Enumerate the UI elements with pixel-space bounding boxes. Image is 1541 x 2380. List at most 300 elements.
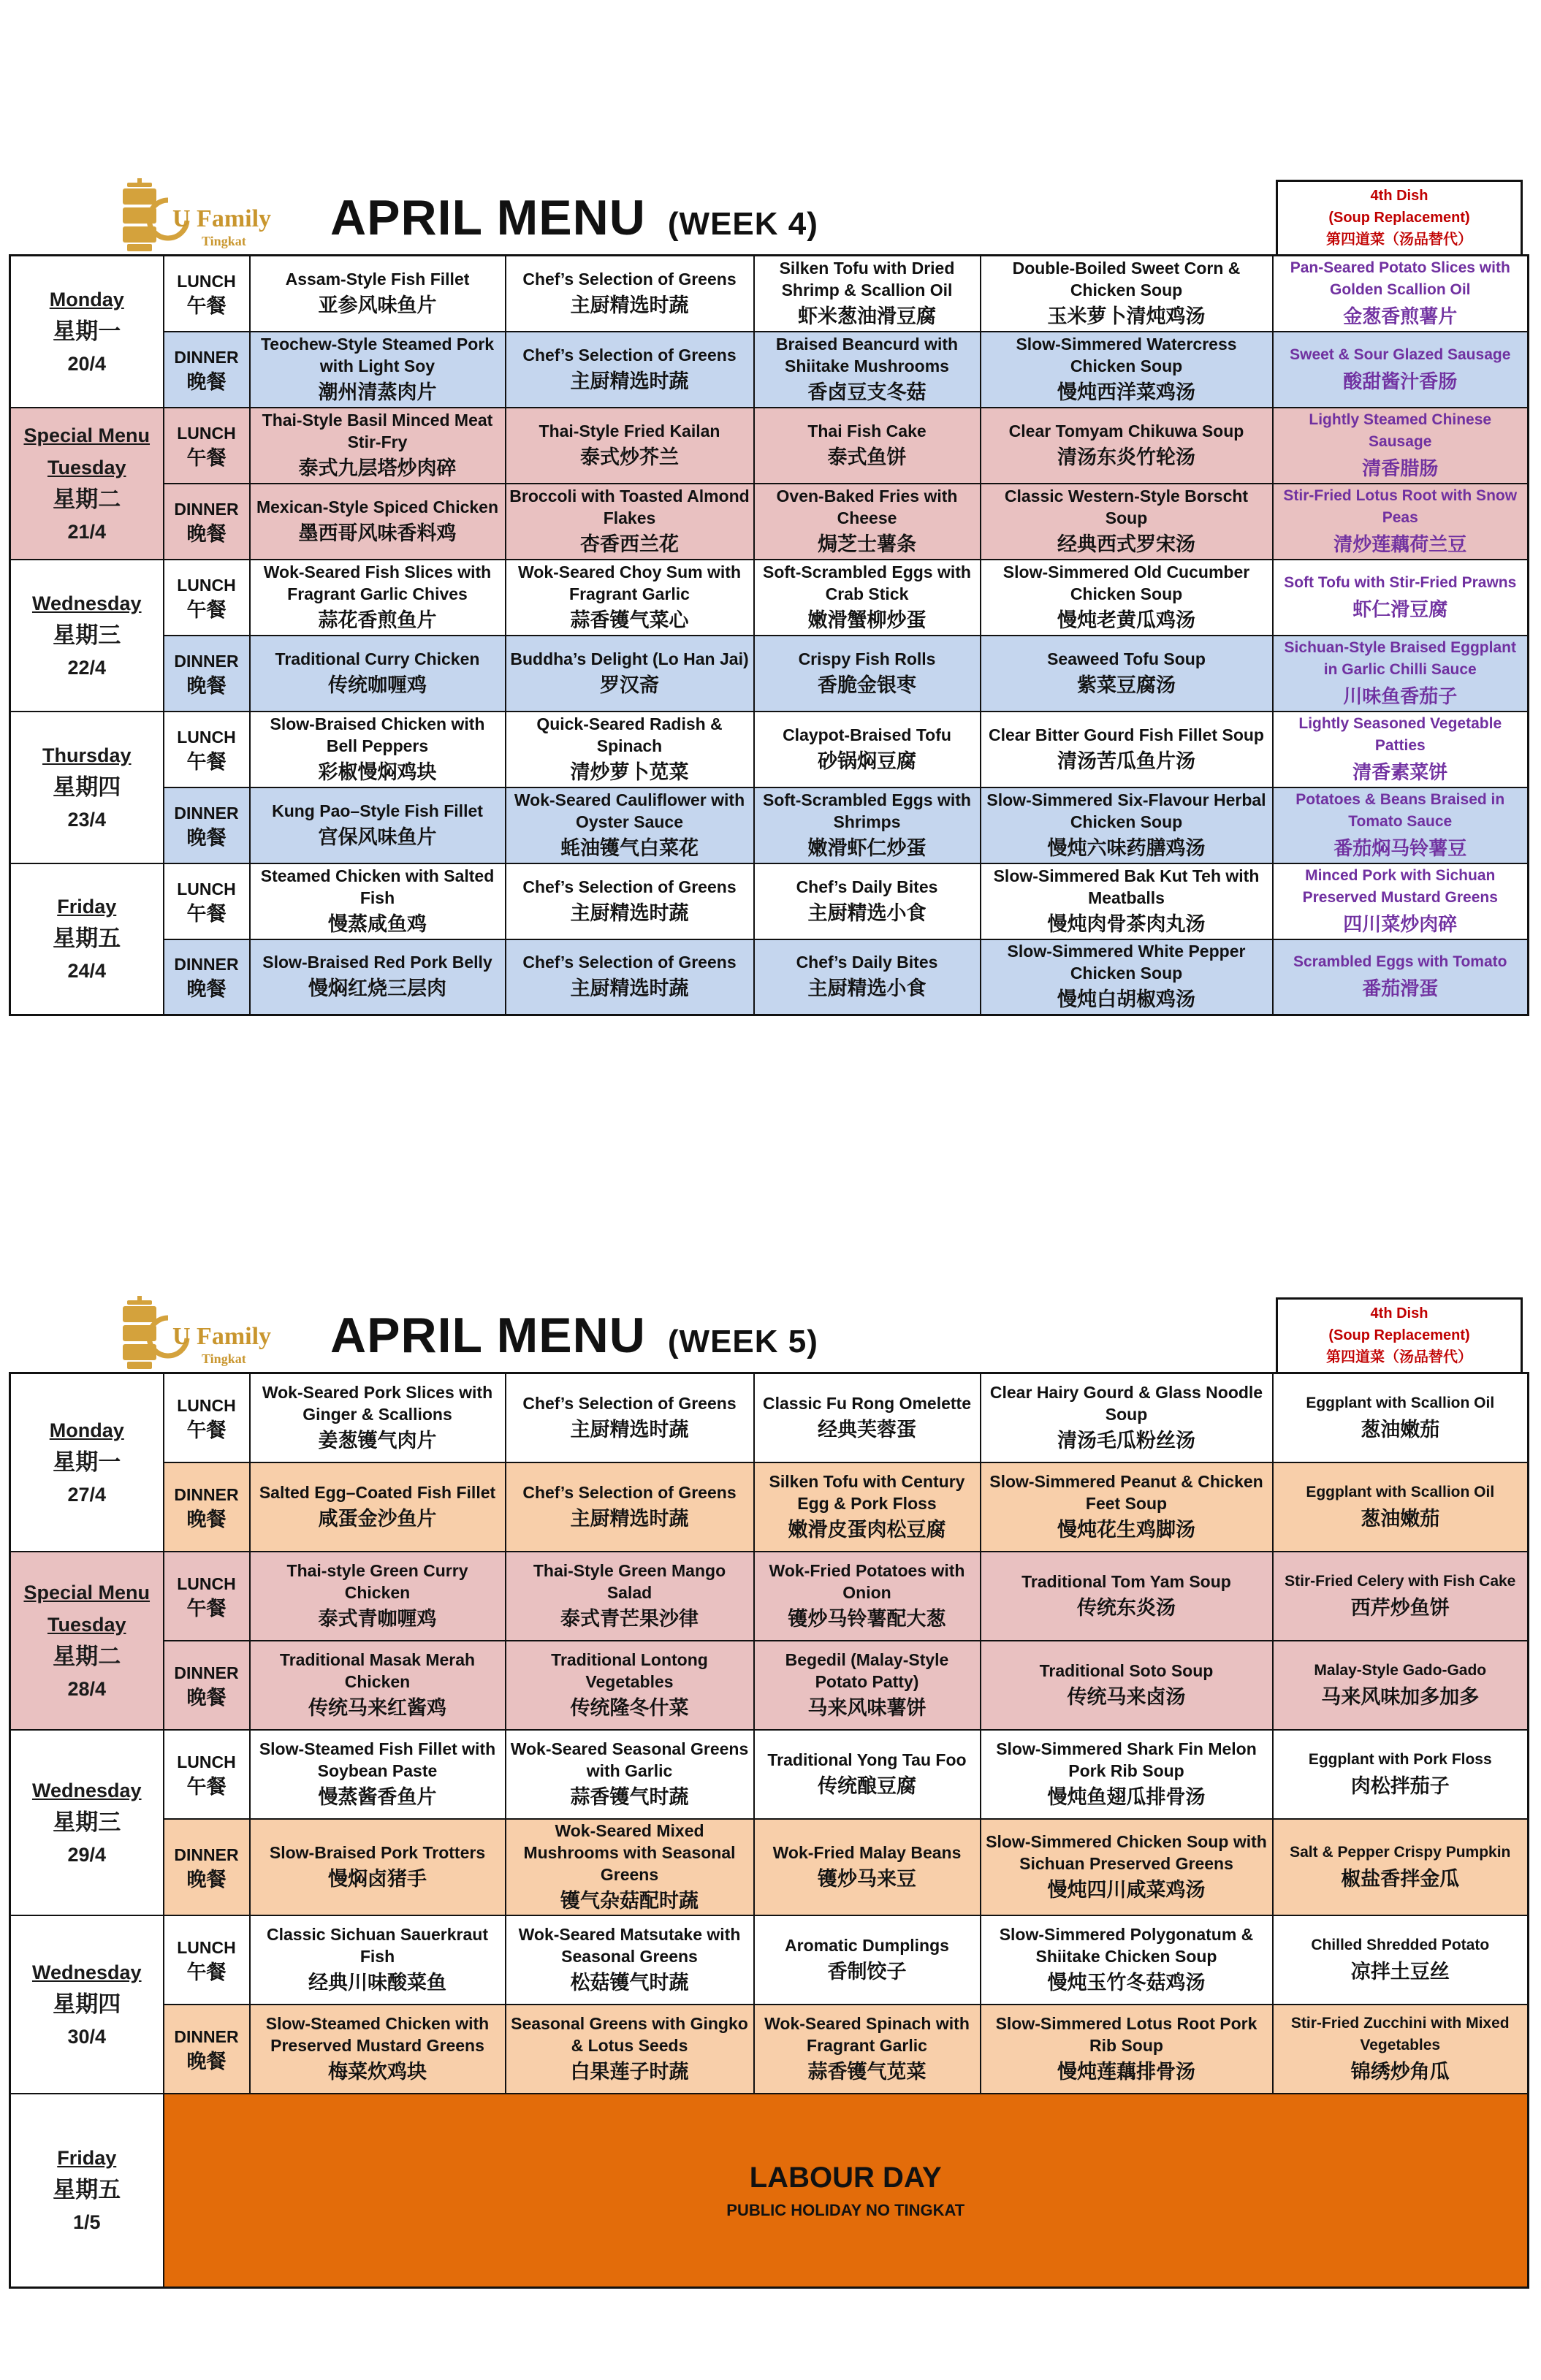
dish-name-zh: 西芹炒鱼饼 — [1350, 1596, 1450, 1619]
dish-name-en: Soft-Scrambled Eggs with Crab Stick — [763, 562, 971, 603]
dish-name-en: Soft-Scrambled Eggs with Shrimps — [763, 790, 971, 831]
dish-name-zh: 慢炖老黄瓜鸡汤 — [1057, 609, 1195, 631]
dish-cell — [506, 332, 754, 408]
dish-name-zh: 番茄滑蛋 — [1362, 977, 1439, 1000]
dish-cell — [981, 1552, 1273, 1641]
dish-name-en: Sichuan-Style Braised Eggplant in Garlic Chilli Sauce — [1284, 638, 1516, 678]
day-date: 28/4 — [67, 1677, 107, 1700]
dish-cell — [754, 1373, 981, 1462]
dish-name-en: Clear Tomyam Chikuwa Soup — [1008, 421, 1244, 440]
dish-name-en: Silken Tofu with Dried Shrimp & Scallion Oil — [779, 258, 955, 300]
dish-name-zh: 慢炖白胡椒鸡汤 — [1057, 988, 1195, 1011]
day-date: 27/4 — [67, 1483, 107, 1506]
dish-cell — [506, 1462, 754, 1552]
meal-en: DINNER — [174, 955, 239, 974]
dish-name-en: Slow-Simmered Old Cucumber Chicken Soup — [1002, 562, 1250, 603]
menu-row — [10, 332, 1529, 408]
dish-name-zh: 泰式青咖喱鸡 — [318, 1607, 437, 1630]
day-name-zh: 星期四 — [53, 1991, 121, 2017]
day-date: 24/4 — [67, 960, 107, 983]
day-cell — [10, 1373, 164, 1552]
dish-cell — [981, 2005, 1273, 2094]
meal-zh: 晚餐 — [186, 1508, 227, 1530]
dish-name-en: Salt & Pepper Crispy Pumpkin — [1290, 1843, 1511, 1861]
dish-name-zh: 潮州清蒸肉片 — [318, 381, 437, 403]
day-name-zh: 星期五 — [53, 926, 121, 952]
dish-cell — [981, 712, 1273, 787]
dish-name-zh: 咸蛋金沙鱼片 — [318, 1507, 437, 1530]
dish-name-zh: 椒盐香拌金瓜 — [1341, 1867, 1460, 1890]
dish-name-en: Thai-Style Basil Minced Meat Stir-Fry — [262, 410, 493, 451]
dish-cell — [250, 787, 506, 863]
dish-name-en: Chef’s Daily Bites — [796, 953, 938, 972]
dish-name-zh: 虾米葱油滑豆腐 — [798, 305, 936, 327]
dish-name-en: Traditional Yong Tau Foo — [767, 1750, 967, 1769]
dish-name-en: Aromatic Dumplings — [785, 1935, 949, 1955]
dish-name-zh: 清香腊肠 — [1362, 457, 1439, 479]
dish-cell — [754, 1819, 981, 1915]
dish-name-en: Chef’s Selection of Greens — [522, 269, 737, 289]
dish-name-en: Scrambled Eggs with Tomato — [1293, 953, 1507, 971]
dish-name-zh: 玉米萝卜清炖鸡汤 — [1047, 305, 1206, 327]
menu-row — [10, 1462, 1529, 1552]
menu-row — [10, 1552, 1529, 1641]
dish-name-en: Wok-Fried Potatoes with Onion — [769, 1560, 965, 1602]
dish-cell — [981, 1915, 1273, 2005]
dish-name-en: Pan-Seared Potato Slices with Golden Scallion Oil — [1290, 259, 1510, 298]
dish-name-en: Wok-Seared Mixed Mushrooms with Seasonal Greens — [523, 1820, 736, 1884]
dish-cell — [506, 256, 754, 332]
dish-cell — [981, 1819, 1273, 1915]
menu-week-5 — [9, 1293, 1527, 2289]
meal-zh: 午餐 — [186, 902, 227, 925]
meal-zh: 晚餐 — [186, 2050, 227, 2072]
menu-row — [10, 939, 1529, 1015]
meal-zh: 晚餐 — [186, 370, 227, 393]
day-date: 1/5 — [72, 2211, 101, 2234]
meal-label-lunch — [164, 863, 250, 939]
dish-name-en: Wok-Fried Malay Beans — [772, 1842, 962, 1862]
dish-name-zh: 传统马来卤汤 — [1067, 1685, 1186, 1708]
dish-cell — [506, 560, 754, 636]
day-name: Thursday — [42, 744, 132, 766]
dish-name-zh: 慢焖红烧三层肉 — [308, 977, 446, 1000]
dish-cell — [250, 712, 506, 787]
dish-name-en: Traditional Curry Chicken — [275, 649, 480, 668]
day-name: Special Menu — [23, 1581, 151, 1603]
dish-name-zh: 蒜花香煎鱼片 — [318, 609, 437, 631]
dish-cell — [506, 939, 754, 1015]
dish-name-zh: 清炒莲藕荷兰豆 — [1333, 533, 1467, 555]
dish-cell — [506, 1552, 754, 1641]
dish-name-en: Salted Egg–Coated Fish Fillet — [259, 1482, 496, 1502]
fourth-dish-cell — [1273, 787, 1529, 863]
dish-name-en: Chef’s Selection of Greens — [522, 877, 737, 896]
dish-name-en: Classic Fu Rong Omelette — [762, 1393, 971, 1413]
dish-name-zh: 马来风味薯饼 — [807, 1696, 926, 1719]
dish-name-zh: 嫩滑虾仁炒蛋 — [807, 836, 926, 859]
dish-name-zh: 酸甜酱汁香肠 — [1343, 370, 1458, 392]
menu-row — [10, 408, 1529, 484]
page-title: APRIL MENU (WEEK 4) — [330, 190, 818, 245]
dish-name-en: Malay-Style Gado-Gado — [1314, 1661, 1487, 1679]
dish-name-en: Silken Tofu with Century Egg & Pork Floss — [769, 1471, 965, 1513]
day-date: 23/4 — [67, 808, 107, 831]
dish-name-zh: 慢蒸酱香鱼片 — [318, 1785, 437, 1808]
day-date: 22/4 — [67, 656, 107, 679]
menu-header — [9, 1293, 1527, 1372]
dish-cell — [981, 939, 1273, 1015]
meal-label-dinner — [164, 1641, 250, 1730]
day-name-zh: 星期三 — [53, 622, 121, 648]
menu-row-holiday — [10, 2094, 1529, 2288]
meal-label-dinner — [164, 787, 250, 863]
dish-name-en: Traditional Masak Merah Chicken — [279, 1649, 476, 1691]
day-cell — [10, 408, 164, 560]
fourth-dish-cell — [1273, 939, 1529, 1015]
dish-name-en: Slow-Simmered Polygonatum & Shiitake Chicken Soup — [999, 1924, 1254, 1966]
dish-name-zh: 经典川味酸菜鱼 — [308, 1971, 446, 1994]
dish-name-en: Minced Pork with Sichuan Preserved Mustard Greens — [1302, 866, 1498, 906]
dish-name-zh: 主厨精选小食 — [807, 977, 926, 1000]
dish-name-zh: 马来风味加多加多 — [1321, 1685, 1480, 1708]
dish-name-en: Wok-Seared Choy Sum with Fragrant Garlic — [517, 562, 741, 603]
dish-name-zh: 彩椒慢焖鸡块 — [318, 760, 437, 783]
menu-week-4 — [9, 175, 1527, 1016]
dish-name-en: Thai-style Green Curry Chicken — [286, 1560, 468, 1602]
dish-name-zh: 姜葱镬气肉片 — [318, 1429, 437, 1452]
meal-en: LUNCH — [177, 575, 236, 595]
meal-zh: 晚餐 — [186, 674, 227, 697]
dish-name-en: Traditional Lontong Vegetables — [551, 1649, 708, 1691]
dish-name-en: Stir-Fried Celery with Fish Cake — [1285, 1572, 1516, 1590]
dish-name-en: Slow-Steamed Fish Fillet with Soybean Paste — [259, 1739, 496, 1780]
dish-cell — [754, 1641, 981, 1730]
fourth-dish-cell — [1273, 636, 1529, 712]
meal-label-lunch — [164, 712, 250, 787]
dish-cell — [506, 712, 754, 787]
meal-en: LUNCH — [177, 423, 236, 443]
menu-row — [10, 1730, 1529, 1819]
day-name: Wednesday — [31, 1961, 142, 1983]
dish-name-en: Eggplant with Pork Floss — [1308, 1750, 1492, 1768]
dish-name-en: Oven-Baked Fries with Cheese — [776, 486, 958, 527]
dish-cell — [754, 1462, 981, 1552]
dish-cell — [981, 408, 1273, 484]
fourth-dish-cell — [1273, 1552, 1529, 1641]
day-name: Monday — [49, 1419, 124, 1441]
dish-name-zh: 主厨精选时蔬 — [570, 977, 689, 1000]
menu-row — [10, 2005, 1529, 2094]
fourth-dish-cell — [1273, 712, 1529, 787]
meal-en: LUNCH — [177, 1395, 236, 1415]
dish-name-en: Slow-Simmered Lotus Root Pork Rib Soup — [995, 2013, 1257, 2055]
dish-cell — [506, 636, 754, 712]
dish-name-zh: 蚝油镬气白菜花 — [560, 836, 699, 859]
dish-name-zh: 清汤东炎竹轮汤 — [1057, 446, 1195, 468]
dish-name-zh: 主厨精选时蔬 — [570, 1418, 689, 1441]
meal-label-lunch — [164, 256, 250, 332]
dish-name-zh: 传统酿豆腐 — [818, 1774, 916, 1797]
dish-name-en: Wok-Seared Spinach with Fragrant Garlic — [764, 2013, 970, 2055]
dish-cell — [981, 863, 1273, 939]
dish-name-zh: 慢炖花生鸡脚汤 — [1057, 1518, 1195, 1541]
dish-name-en: Chef’s Selection of Greens — [522, 953, 737, 972]
dish-cell — [250, 1730, 506, 1819]
dish-name-zh: 嫩滑蟹柳炒蛋 — [807, 609, 926, 631]
dish-cell — [250, 256, 506, 332]
menu-row — [10, 787, 1529, 863]
meal-en: LUNCH — [177, 271, 236, 291]
meal-en: LUNCH — [177, 1752, 236, 1771]
dish-cell — [981, 787, 1273, 863]
dish-name-zh: 传统隆冬什菜 — [570, 1696, 689, 1719]
dish-name-en: Wok-Seared Fish Slices with Fragrant Garlic Chives — [263, 562, 492, 603]
dish-cell — [506, 863, 754, 939]
meal-en: LUNCH — [177, 1574, 236, 1593]
dish-name-en: Soft Tofu with Stir-Fried Prawns — [1284, 573, 1517, 591]
meal-en: LUNCH — [177, 1937, 236, 1957]
dish-cell — [250, 1819, 506, 1915]
dish-name-en: Slow-Braised Pork Trotters — [269, 1842, 486, 1862]
dish-name-zh: 泰式炒芥兰 — [580, 446, 679, 468]
meal-zh: 午餐 — [186, 750, 227, 773]
dish-cell — [506, 2005, 754, 2094]
dish-name-zh: 梅菜炊鸡块 — [328, 2060, 427, 2083]
meal-en: DINNER — [174, 1845, 239, 1864]
dish-name-zh: 蒜香镬气时蔬 — [570, 1785, 689, 1808]
dish-name-zh: 罗汉斋 — [600, 674, 659, 696]
dish-cell — [506, 1819, 754, 1915]
meal-label-dinner — [164, 2005, 250, 2094]
dish-name-en: Slow-Simmered White Pepper Chicken Soup — [1007, 942, 1246, 983]
day-name: Wednesday — [31, 592, 142, 614]
day-cell — [10, 256, 164, 408]
dish-name-en: Chef’s Selection of Greens — [522, 345, 737, 365]
fourth-dish-cell — [1273, 332, 1529, 408]
dish-name-en: Chilled Shredded Potato — [1311, 1936, 1490, 1953]
dish-cell — [754, 939, 981, 1015]
dish-cell — [250, 560, 506, 636]
dish-cell — [250, 408, 506, 484]
dish-name-zh: 砂锅焖豆腐 — [818, 750, 916, 772]
fourth-dish-cell — [1273, 1462, 1529, 1552]
dish-cell — [754, 1552, 981, 1641]
dish-name-en: Slow-Simmered Shark Fin Melon Pork Rib Soup — [996, 1739, 1257, 1780]
dish-name-zh: 香卤豆支冬菇 — [807, 381, 926, 403]
day-cell — [10, 1915, 164, 2094]
dish-cell — [754, 332, 981, 408]
dish-name-en: Chef’s Selection of Greens — [522, 1393, 737, 1413]
dish-cell — [754, 787, 981, 863]
dish-cell — [250, 1462, 506, 1552]
dish-cell — [981, 332, 1273, 408]
dish-cell — [250, 636, 506, 712]
dish-name-en: Slow-Simmered Watercress Chicken Soup — [1016, 334, 1237, 375]
holiday-subtitle: PUBLIC HOLIDAY NO TINGKAT — [726, 2201, 965, 2220]
dish-name-en: Classic Western-Style Borscht Soup — [1004, 486, 1249, 527]
menu-table-week-4 — [9, 254, 1529, 1016]
dish-name-zh: 传统东炎汤 — [1077, 1596, 1176, 1619]
dish-name-zh: 香脆金银枣 — [818, 674, 916, 696]
dish-cell — [754, 1730, 981, 1819]
dish-name-en: Slow-Simmered Six-Flavour Herbal Chicken Soup — [986, 790, 1266, 831]
meal-zh: 午餐 — [186, 1961, 227, 1983]
dish-name-zh: 四川菜炒肉碎 — [1343, 912, 1458, 935]
meal-en: LUNCH — [177, 727, 236, 747]
dish-name-zh: 葱油嫩茄 — [1361, 1507, 1440, 1530]
dish-name-en: Buddha’s Delight (Lo Han Jai) — [510, 649, 749, 668]
meal-zh: 晚餐 — [186, 1686, 227, 1709]
day-cell — [10, 560, 164, 712]
meal-label-lunch — [164, 1730, 250, 1819]
dish-cell — [754, 2005, 981, 2094]
dish-cell — [506, 1373, 754, 1462]
meal-en: LUNCH — [177, 879, 236, 899]
dish-name-en: Eggplant with Scallion Oil — [1306, 1394, 1495, 1411]
dish-name-en: Slow-Simmered Peanut & Chicken Feet Soup — [989, 1471, 1263, 1513]
dish-name-zh: 葱油嫩茄 — [1361, 1418, 1440, 1441]
menu-row — [10, 1641, 1529, 1730]
dish-cell — [506, 408, 754, 484]
dish-name-en: Lightly Seasoned Vegetable Patties — [1298, 714, 1502, 754]
dish-name-en: Steamed Chicken with Salted Fish — [260, 866, 495, 907]
dish-name-zh: 肉松拌茄子 — [1350, 1774, 1450, 1797]
dish-name-zh: 慢炖肉骨茶肉丸汤 — [1047, 912, 1206, 935]
dish-name-en: Stir-Fried Lotus Root with Snow Peas — [1283, 487, 1518, 526]
dish-name-zh: 清汤毛瓜粉丝汤 — [1057, 1429, 1195, 1452]
dish-name-en: Slow-Simmered Chicken Soup with Sichuan Preserved Greens — [986, 1831, 1267, 1873]
dish-name-en: Seasonal Greens with Gingko & Lotus Seeds — [511, 2013, 748, 2055]
meal-zh: 晚餐 — [186, 1868, 227, 1891]
day-name-sub: Tuesday — [47, 1613, 126, 1636]
dish-name-zh: 慢炖鱼翅瓜排骨汤 — [1047, 1785, 1206, 1808]
dish-name-en: Lightly Steamed Chinese Sausage — [1309, 411, 1492, 450]
meal-label-lunch — [164, 408, 250, 484]
meal-label-lunch — [164, 560, 250, 636]
dish-name-zh: 清汤苦瓜鱼片汤 — [1057, 750, 1195, 772]
meal-zh: 午餐 — [186, 1419, 227, 1441]
dish-name-zh: 镬气杂菇配时蔬 — [560, 1889, 699, 1912]
meal-label-lunch — [164, 1915, 250, 2005]
dish-name-zh: 虾仁滑豆腐 — [1352, 598, 1448, 620]
dish-name-zh: 经典西式罗宋汤 — [1057, 533, 1195, 555]
dish-cell — [250, 863, 506, 939]
dish-name-en: Slow-Braised Red Pork Belly — [262, 953, 492, 972]
day-name: Friday — [57, 2147, 117, 2170]
brand-name: U Family — [172, 1323, 272, 1350]
meal-label-lunch — [164, 1373, 250, 1462]
meal-zh: 午餐 — [186, 1597, 227, 1620]
fourth-dish-header: 4th Dish (Soup Replacement) 第四道菜（汤品替代） — [1276, 1297, 1523, 1372]
menu-row — [10, 636, 1529, 712]
dish-cell — [754, 636, 981, 712]
dish-name-en: Slow-Braised Chicken with Bell Peppers — [270, 714, 485, 755]
menu-row — [10, 1915, 1529, 2005]
meal-zh: 晚餐 — [186, 522, 227, 545]
dish-name-en: Stir-Fried Zucchini with Mixed Vegetables — [1290, 2014, 1510, 2053]
meal-label-dinner — [164, 332, 250, 408]
dish-name-en: Clear Hairy Gourd & Glass Noodle Soup — [989, 1382, 1263, 1424]
meal-en: DINNER — [174, 651, 239, 671]
dish-name-zh: 主厨精选时蔬 — [570, 370, 689, 392]
fourth-dish-cell — [1273, 560, 1529, 636]
day-name-sub: Tuesday — [47, 456, 126, 478]
dish-cell — [506, 787, 754, 863]
dish-name-zh: 亚参风味鱼片 — [318, 294, 437, 316]
dish-name-zh: 泰式青芒果沙律 — [560, 1607, 699, 1630]
dish-name-en: Eggplant with Scallion Oil — [1306, 1483, 1495, 1500]
dish-name-en: Clear Bitter Gourd Fish Fillet Soup — [989, 725, 1264, 744]
dish-cell — [250, 1915, 506, 2005]
dish-name-en: Double-Boiled Sweet Corn & Chicken Soup — [1012, 258, 1241, 300]
dish-name-zh: 慢炖六味药膳鸡汤 — [1047, 836, 1206, 859]
dish-cell — [981, 1462, 1273, 1552]
dish-cell — [506, 484, 754, 560]
dish-name-zh: 慢炖西洋菜鸡汤 — [1057, 381, 1195, 403]
dish-name-en: Chef’s Daily Bites — [796, 877, 938, 896]
day-cell — [10, 1552, 164, 1730]
dish-cell — [754, 863, 981, 939]
dish-name-zh: 锦绣炒角瓜 — [1350, 2060, 1450, 2083]
menu-row — [10, 1373, 1529, 1462]
dish-name-zh: 白果莲子时蔬 — [570, 2060, 689, 2083]
dish-name-zh: 凉拌土豆丝 — [1350, 1960, 1450, 1983]
dish-name-zh: 松菇镬气时蔬 — [570, 1971, 689, 1994]
dish-name-zh: 慢焖卤猪手 — [328, 1867, 427, 1890]
dish-cell — [506, 1641, 754, 1730]
dish-name-zh: 蒜香镬气苋菜 — [807, 2060, 926, 2083]
dish-name-en: Crispy Fish Rolls — [798, 649, 936, 668]
fourth-dish-cell — [1273, 1373, 1529, 1462]
dish-name-zh: 嫩滑皮蛋肉松豆腐 — [788, 1518, 946, 1541]
dish-name-en: Seaweed Tofu Soup — [1047, 649, 1206, 668]
meal-en: DINNER — [174, 803, 239, 823]
day-date: 20/4 — [67, 352, 107, 375]
dish-name-en: Wok-Seared Cauliflower with Oyster Sauce — [514, 790, 745, 831]
day-name-zh: 星期二 — [53, 1643, 121, 1669]
dish-name-en: Traditional Soto Soup — [1039, 1660, 1214, 1680]
dish-cell — [250, 939, 506, 1015]
dish-cell — [250, 2005, 506, 2094]
meal-en: DINNER — [174, 2026, 239, 2046]
meal-label-dinner — [164, 636, 250, 712]
dish-cell — [754, 256, 981, 332]
dish-name-en: Thai-Style Green Mango Salad — [533, 1560, 726, 1602]
dish-name-en: Teochew-Style Steamed Pork with Light Soy — [260, 334, 495, 375]
dish-cell — [250, 332, 506, 408]
menu-row — [10, 712, 1529, 787]
dish-cell — [754, 1915, 981, 2005]
dish-name-en: Mexican-Style Spiced Chicken — [256, 497, 499, 516]
dish-name-zh: 川味鱼香茄子 — [1343, 684, 1458, 707]
day-name-zh: 星期三 — [53, 1809, 121, 1835]
meal-en: DINNER — [174, 1484, 239, 1504]
dish-cell — [250, 1373, 506, 1462]
dish-cell — [250, 1552, 506, 1641]
menu-row — [10, 484, 1529, 560]
dish-cell — [250, 484, 506, 560]
day-name-zh: 星期四 — [53, 774, 121, 800]
dish-name-zh: 主厨精选时蔬 — [570, 294, 689, 316]
dish-name-zh: 传统咖喱鸡 — [328, 674, 427, 696]
day-name-zh: 星期一 — [53, 318, 121, 344]
dish-name-en: Kung Pao–Style Fish Fillet — [272, 801, 483, 820]
meal-zh: 午餐 — [186, 294, 227, 317]
dish-name-zh: 泰式九层塔炒肉碎 — [298, 457, 457, 479]
menu-table-week-5 — [9, 1372, 1529, 2289]
dish-name-zh: 泰式鱼饼 — [827, 446, 907, 468]
